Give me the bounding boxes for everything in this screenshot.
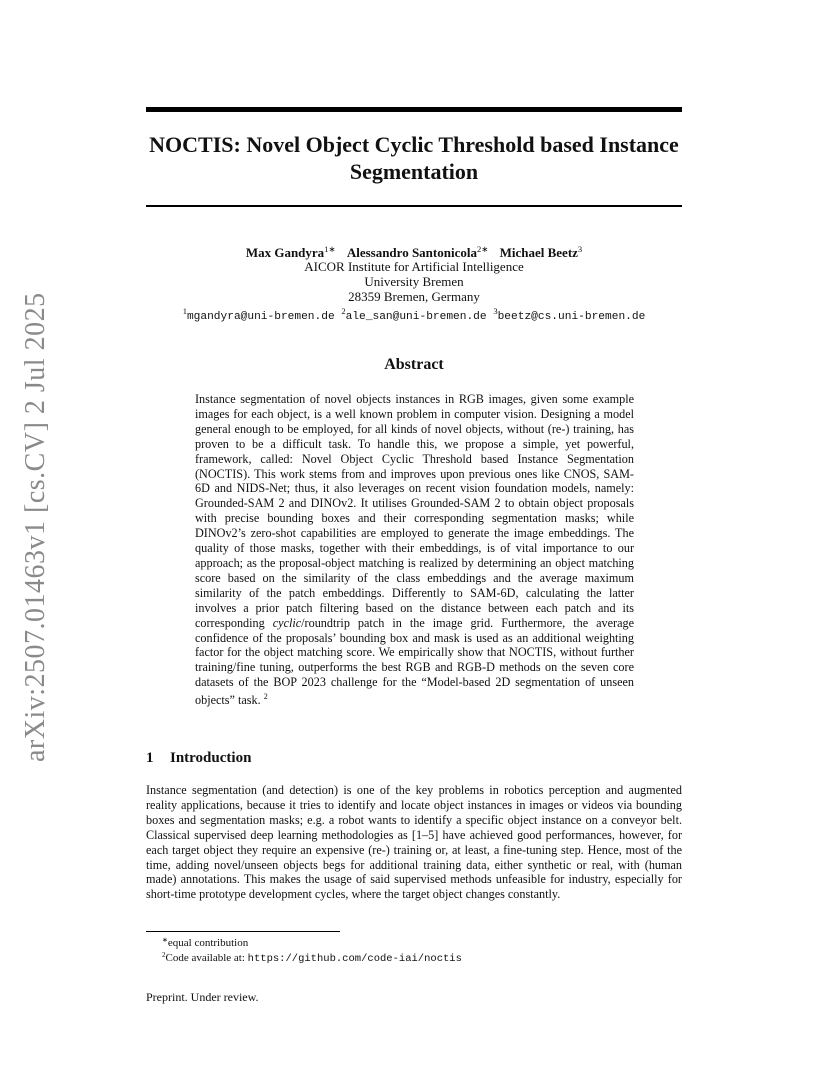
email-list bbox=[120, 304, 708, 325]
code-link[interactable]: https://github.com/code-iai/noctis bbox=[247, 953, 462, 965]
section-heading bbox=[146, 750, 251, 767]
email-address[interactable]: mgandyra@uni-bremen.de bbox=[186, 311, 335, 323]
email-mark: 1 bbox=[182, 306, 187, 316]
footnote-ref[interactable]: 2 bbox=[263, 692, 268, 702]
author bbox=[246, 245, 336, 260]
abstract-text bbox=[195, 392, 634, 708]
author bbox=[500, 245, 583, 260]
email-address[interactable]: ale_san@uni-bremen.de bbox=[345, 311, 487, 323]
title-rule-bottom bbox=[146, 205, 682, 207]
author-name: Michael Beetz bbox=[499, 245, 578, 260]
affiliation-university: University Bremen bbox=[364, 274, 464, 289]
affiliation-institute: AICOR Institute for Artificial Intelligence bbox=[304, 259, 524, 274]
arxiv-identifier: arXiv:2507.01463v1 [cs.CV] 2 Jul 2025 bbox=[20, 292, 51, 762]
footnote-mark: ∗ bbox=[162, 936, 168, 944]
abstract-part: Instance segmentation of novel objects instances in RGB images, given some example images for each object, is a well known problem in computer vision. Designing a model general enough to be employed, for all kinds of novel objects, without (re-) training, has proven to be a difficult task. To handle this, we propose a simple, yet powerful, framework, called: Novel Object Cyclic Threshold based Instance Segmentation (NOCTIS). This work stems from and improves upon previous ones like CNOS, SAM-6D and NIDS-Net; thus, it also leverages on recent vision foundation models, namely: Grounded-SAM 2 and DINOv2. It utilises Grounded-SAM 2 to obtain object proposals with precise bounding boxes and their corresponding segmentation masks; while DINOv2’s zero-shot capabilities are employed to generate the image embeddings. The quality of those masks, together with their embeddings, is of vital importance to our approach; as the proposal-object matching is realized by determining an object matching score based on the similarity of the class embeddings and the average maximum similarity of the patch embeddings. Differently to SAM-6D, calculating the latter involves a prior patch filtering based on the distance between each patch and its corresponding bbox=[195, 392, 634, 630]
footnote bbox=[162, 934, 248, 950]
author-mark: 3 bbox=[577, 244, 583, 254]
affiliation-address: 28359 Bremen, Germany bbox=[348, 289, 480, 304]
abstract-emphasis: cyclic bbox=[272, 615, 302, 630]
email-mark: 3 bbox=[493, 306, 498, 316]
abstract-heading: Abstract bbox=[384, 356, 444, 373]
introduction-paragraph: Instance segmentation (and detection) is one of the key problems in robotics perception and augmented reality applications, because it tries to identify and locate object instances in images or videos via bounding boxes and segmentation masks; e.g. a robot wants to identify a specific object instance on a conveyor belt. Classical supervised deep learning methodologies as [1–5] have achieved good performances, however, for each target object they require an expensive (re-) training or, at least, a fine-tuning step. Hence, most of the time, adding novel/unseen objects begs for additional training data, either synthetic or real, with (human made) annotations. This makes the usage of said supervised methods unfeasible for industry, especially for short-time prototype development cycles, where the target object changes constantly. bbox=[146, 783, 682, 902]
footnote-text: equal contribution bbox=[167, 937, 249, 949]
email-address[interactable]: beetz@cs.uni-bremen.de bbox=[497, 311, 646, 323]
author-mark: 1∗ bbox=[324, 244, 336, 254]
author-name: Alessandro Santonicola bbox=[346, 245, 477, 260]
footnote-mark: 2 bbox=[162, 951, 166, 959]
abstract-part: /roundtrip patch in the image grid. Furthermore, the average confidence of the proposals’ bounding box and mask is used as an additional weighting factor for the object matching score. We empirically show that NOCTIS, without further training/fine tuning, outperforms the best RGB and RGB-D methods on the seven core datasets of the BOP 2023 challenge for the “Model-based 2D segmentation of unseen objects” task. bbox=[195, 615, 634, 708]
author-mark: 2∗ bbox=[476, 244, 489, 254]
footnote-rule bbox=[146, 931, 340, 932]
author-name: Max Gandyra bbox=[245, 245, 325, 260]
footnote-text: Code available at: bbox=[165, 952, 248, 964]
author bbox=[347, 245, 489, 260]
author-list bbox=[146, 242, 682, 260]
preprint-notice: Preprint. Under review. bbox=[146, 990, 259, 1004]
email-mark: 2 bbox=[341, 306, 346, 316]
title-rule-top bbox=[146, 107, 682, 112]
footnote bbox=[162, 949, 462, 966]
section-number: 1 bbox=[146, 750, 154, 766]
section-title: Introduction bbox=[170, 750, 252, 766]
paper-title: NOCTIS: Novel Object Cyclic Threshold based Instance Segmentation bbox=[149, 132, 679, 184]
